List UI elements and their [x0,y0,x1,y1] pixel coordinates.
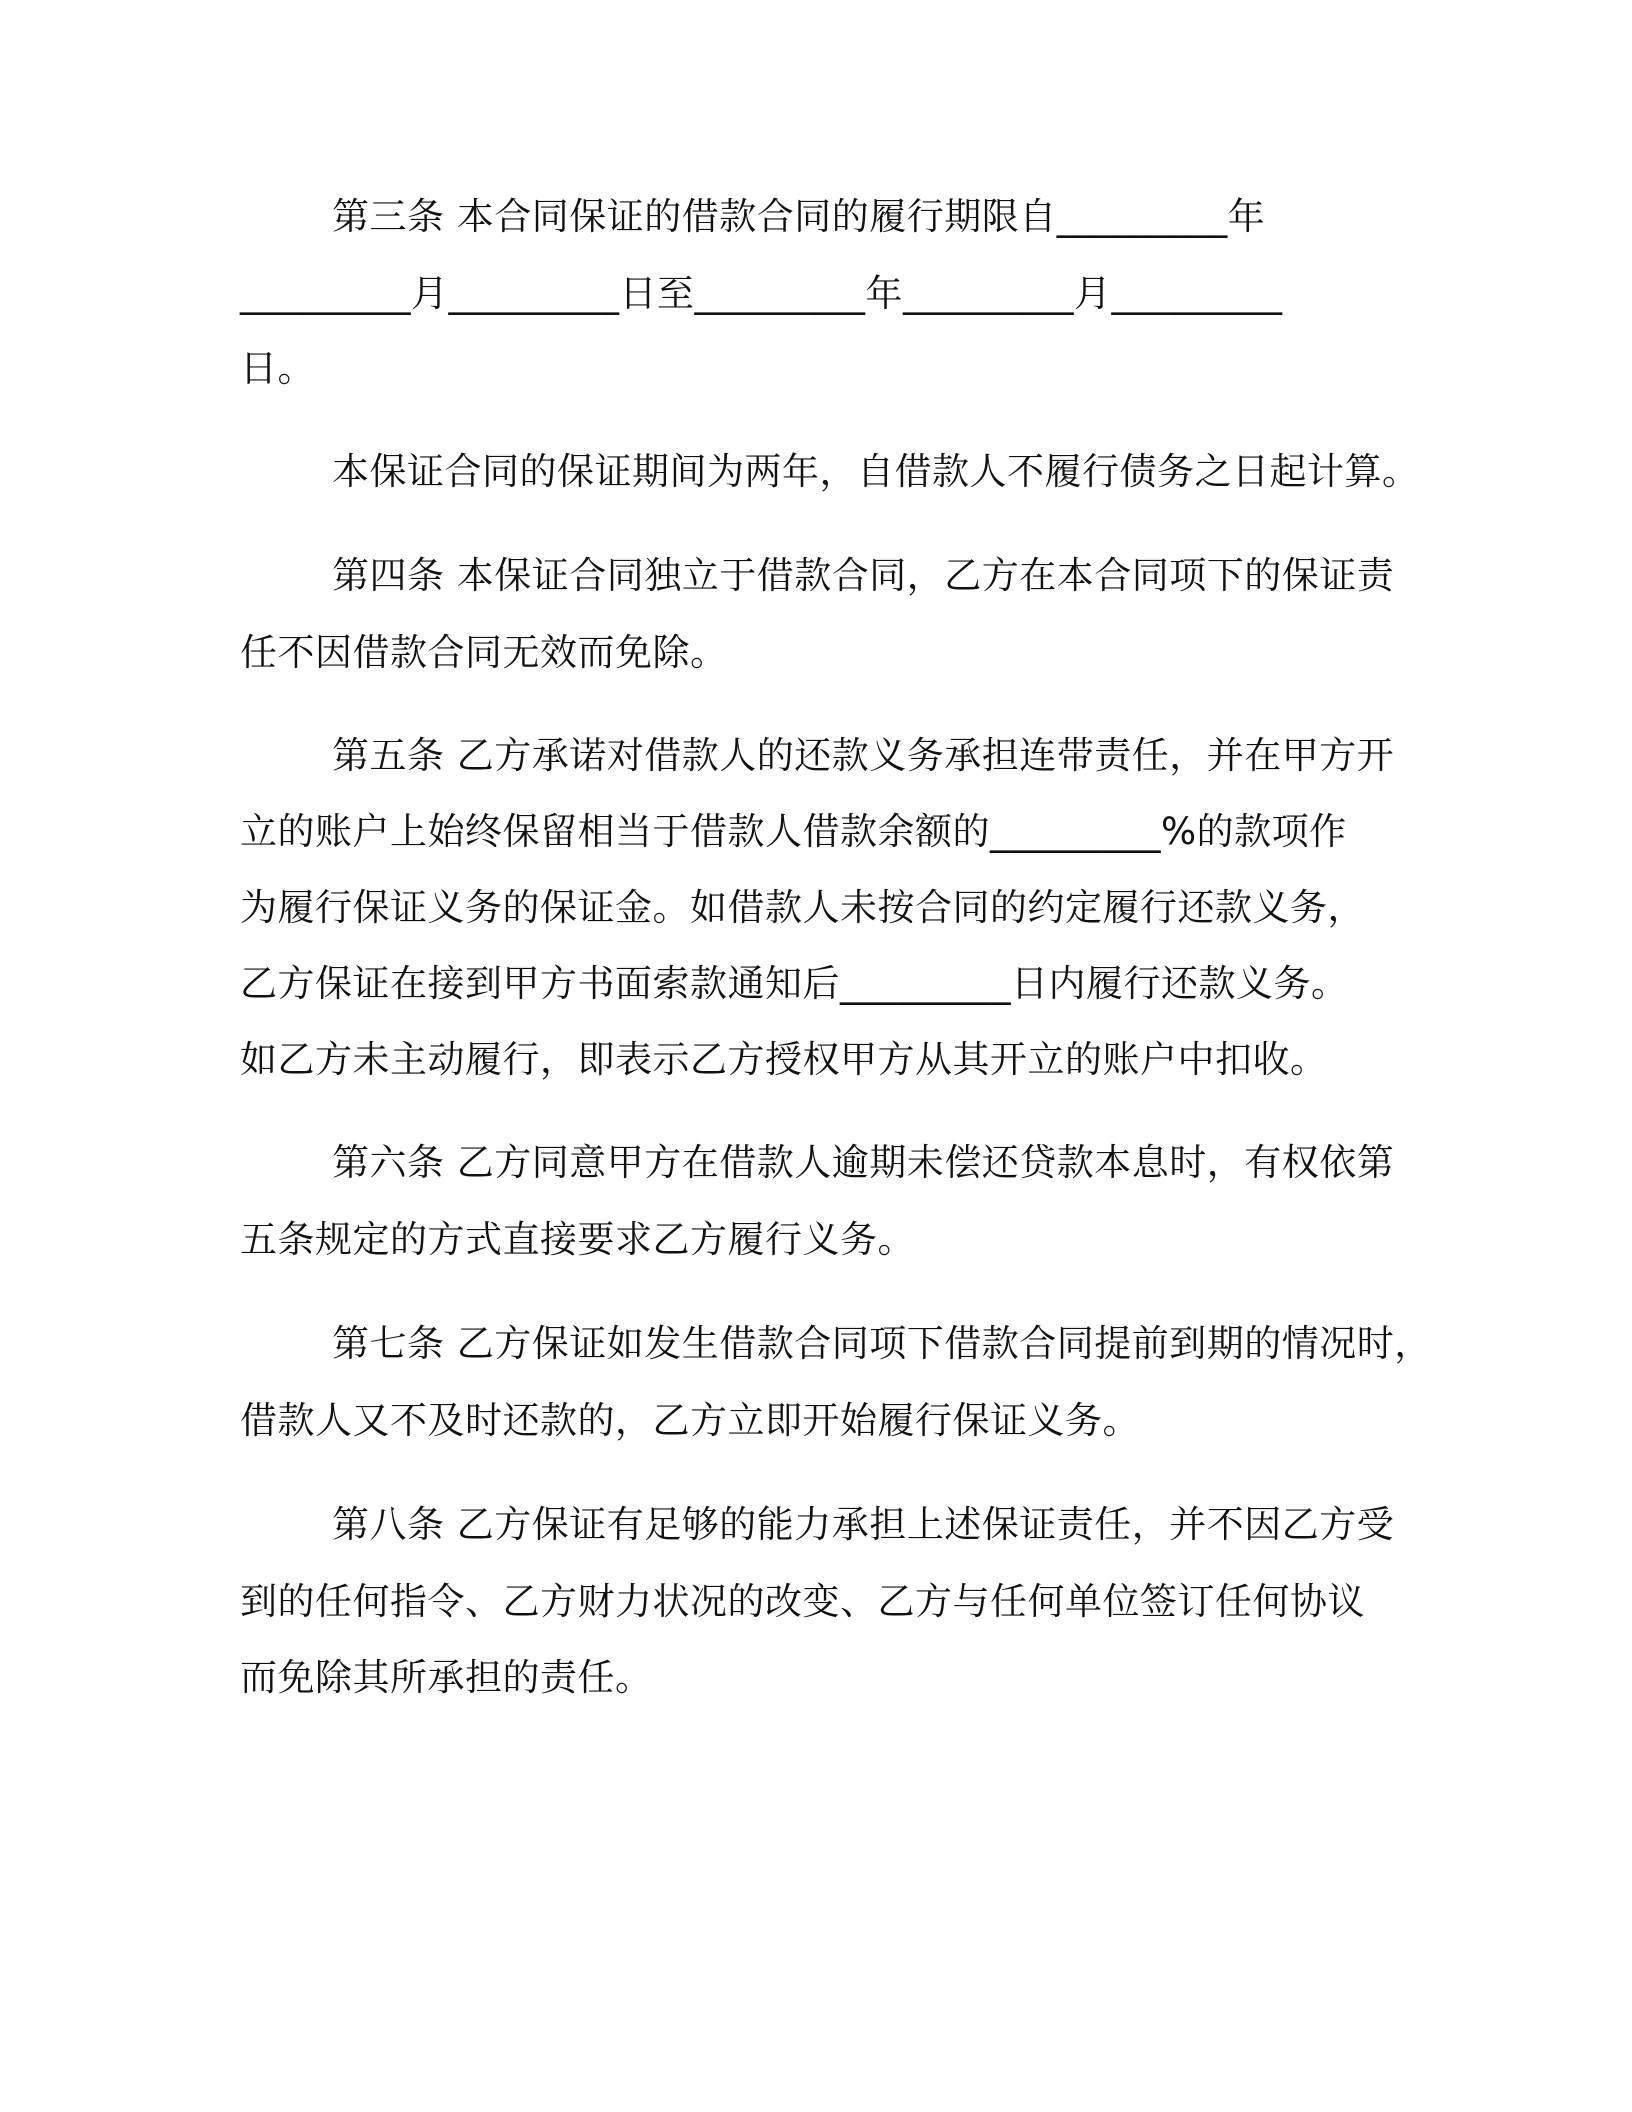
article-5-line-4: 乙方保证在接到甲方书面索款通知后_________日内履行还款义务。 [240,962,1349,1005]
article-8-line-2: 到的任何指令、乙方财力状况的改变、乙方与任何单位签订任何协议 [240,1580,1365,1623]
article-6-line-1: 第六条 乙方同意甲方在借款人逾期未偿还贷款本息时，有权依第 [332,1141,1395,1184]
article-5-line-2: 立的账户上始终保留相当于借款人借款余额的_________%的款项作 [240,810,1347,853]
article-8-line-1: 第八条 乙方保证有足够的能力承担上述保证责任，并不因乙方受 [332,1503,1395,1546]
article-4-line-1: 第四条 本保证合同独立于借款合同，乙方在本合同项下的保证责 [332,554,1395,597]
article-7-line-1: 第七条 乙方保证如发生借款合同项下借款合同提前到期的情况时， [332,1322,1432,1365]
article-5-line-3: 为履行保证义务的保证金。如借款人未按合同的约定履行还款义务， [240,886,1365,929]
guarantee-period-line-1: 本保证合同的保证期间为两年，自借款人不履行债务之日起计算。 [332,450,1420,493]
article-4-line-2: 任不因借款合同无效而免除。 [240,631,728,674]
article-3-line-3: 日。 [240,347,315,390]
article-5-line-1: 第五条 乙方承诺对借款人的还款义务承担连带责任，并在甲方开 [332,734,1395,777]
article-8-line-3: 而免除其所承担的责任。 [240,1656,653,1699]
article-6-line-2: 五条规定的方式直接要求乙方履行义务。 [240,1218,915,1261]
article-3-line-1: 第三条 本合同保证的借款合同的履行期限自_________年 [332,195,1266,238]
article-3-line-2: _________月_________日至_________年_________月_________ [240,272,1283,315]
article-5-line-5: 如乙方未主动履行，即表示乙方授权甲方从其开立的账户中扣收。 [240,1038,1328,1081]
article-7-line-2: 借款人又不及时还款的，乙方立即开始履行保证义务。 [240,1399,1140,1442]
